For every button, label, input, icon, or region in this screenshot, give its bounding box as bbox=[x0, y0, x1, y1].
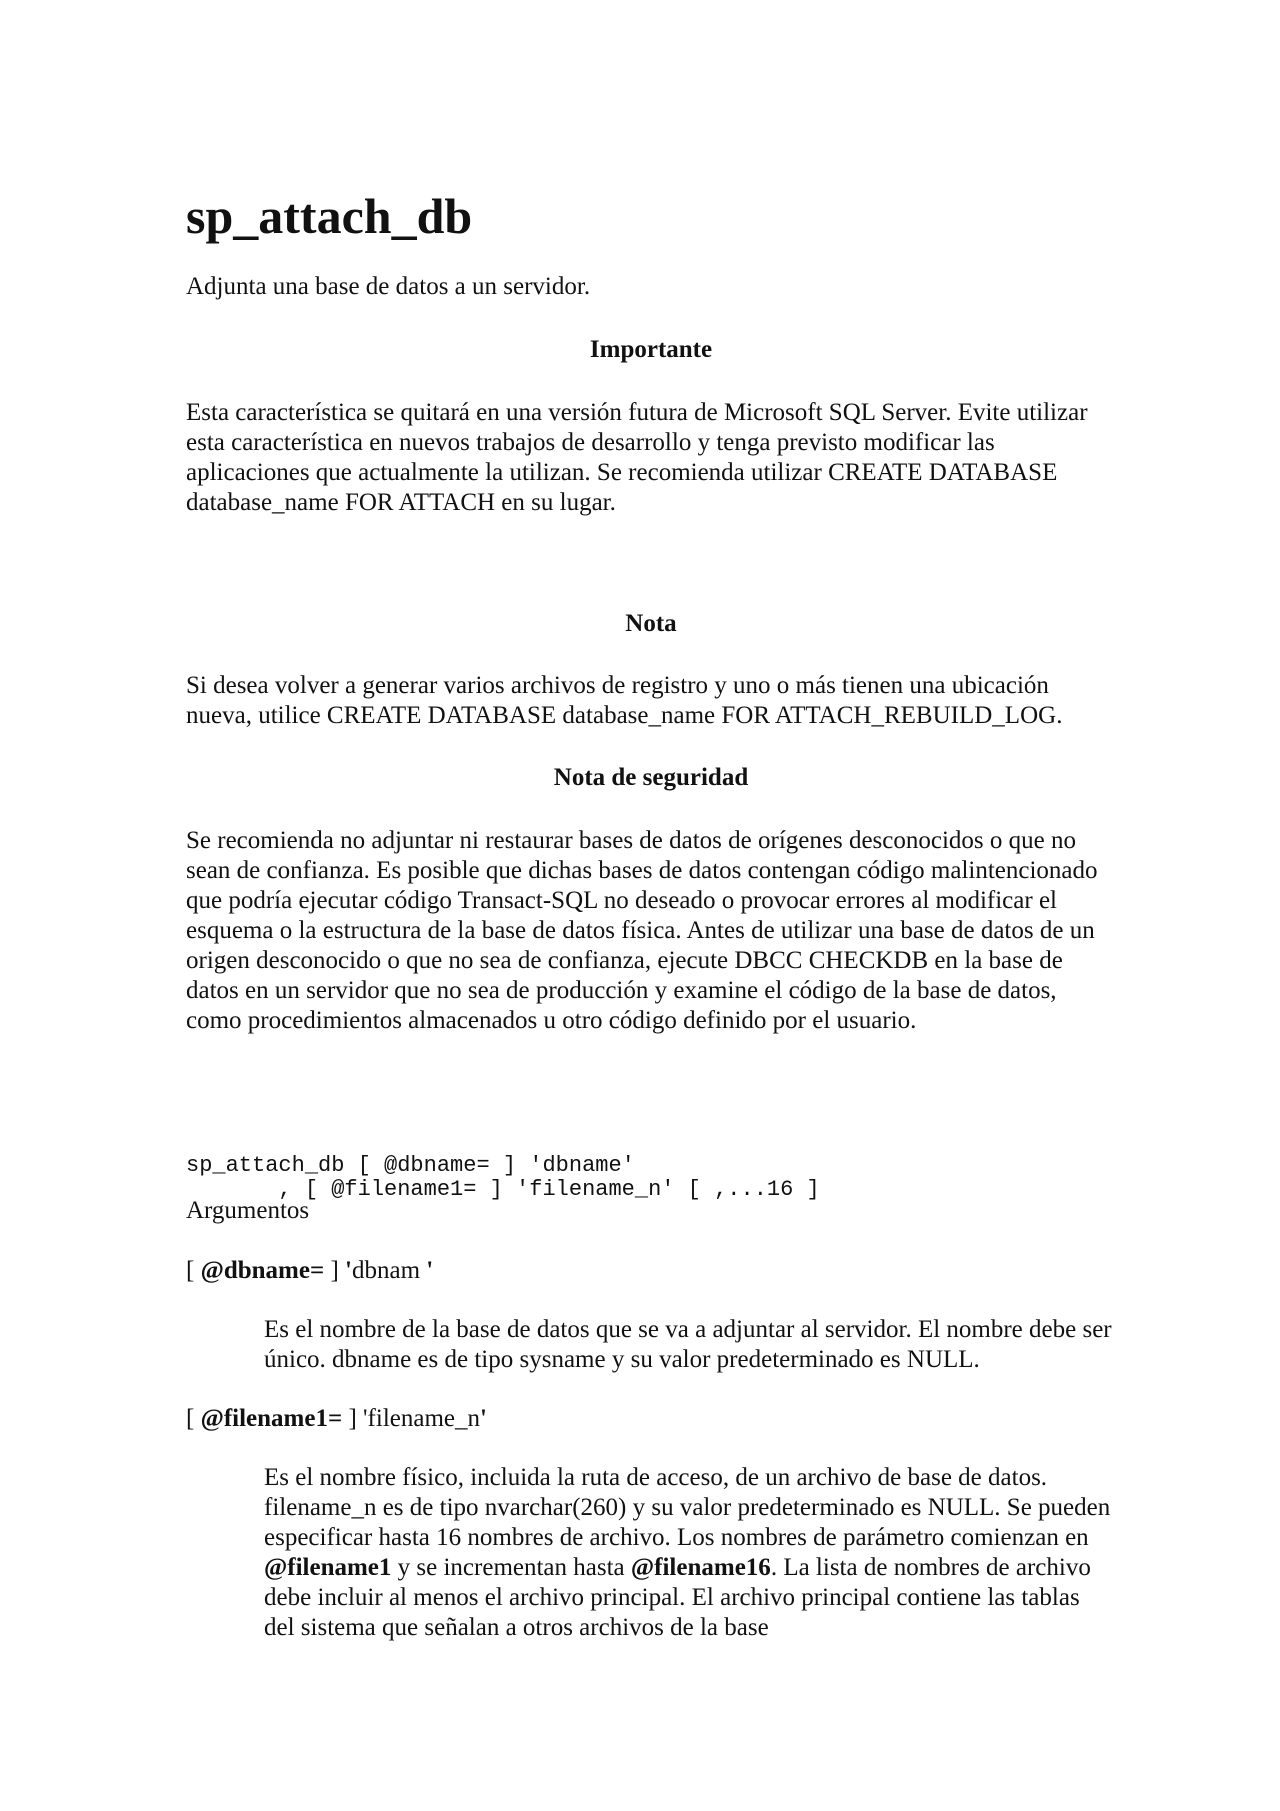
param-value: dbnam bbox=[352, 1257, 421, 1284]
page-title: sp_attach_db bbox=[186, 188, 473, 244]
syntax-line: , [ @filename1= ] 'filename_n' [ ,...16 ] bbox=[186, 1177, 820, 1202]
param-name: @dbname= bbox=[200, 1257, 325, 1284]
security-note-text: Se recomienda no adjuntar ni restaurar bases de datos de orígenes desconocidos o que no sean de confianza. Es posible que dichas bases de datos contengan código malintencionado que podría ejecutar código Transact-SQL no deseado o provocar errores al modificar el esquema o la estructura de la base de datos física. Antes de utilizar una base de datos de un origen desconocido o que no sea de confianza, ejecute DBCC CHECKDB en la base de datos en un servidor que no sea de producción y examine el código de la base de datos, como procedimientos almacenados u otro código definido por el usuario. bbox=[186, 827, 1098, 1034]
syntax-line: sp_attach_db [ @dbname= ] 'dbname' bbox=[186, 1153, 635, 1178]
arguments-heading: Argumentos bbox=[186, 1197, 310, 1224]
argument-dbname-description: Es el nombre de la base de datos que se va a adjuntar al servidor. El nombre debe ser único. dbname es de tipo sysname y su valor predeterminado es NULL. bbox=[264, 1316, 1112, 1373]
argument-filename-description: Es el nombre físico, incluida la ruta de acceso, de un archivo de base de datos. filename_n es de tipo nvarchar(260) y su valor predeterminado es NULL. Se pueden especificar hasta 16 nombres de archivo. Los nombres de parámetro comienzan en @filename1 y se incrementan hasta @filename16. La lista de nombres de archivo debe incluir al menos el archivo principal. El archivo principal contiene las tablas del sistema que señalan a otros archivos de la base bbox=[264, 1464, 1111, 1641]
important-heading: Importante bbox=[589, 336, 713, 363]
page-subtitle: Adjunta una base de datos a un servidor. bbox=[186, 273, 591, 300]
param-value: 'filename_n bbox=[363, 1405, 481, 1432]
argument-dbname-label: [ @dbname= ] 'dbnam ' bbox=[186, 1257, 434, 1284]
security-note-heading: Nota de seguridad bbox=[553, 764, 749, 791]
important-text: Esta característica se quitará en una versión futura de Microsoft SQL Server. Evite utilizar esta característica en nuevos trabajos de desarrollo y tenga previsto modificar las aplicaciones que actualmente la utilizan. Se recomienda utilizar CREATE DATABASE database_name FOR ATTACH en su lugar. bbox=[186, 399, 1088, 516]
note-heading: Nota bbox=[625, 610, 677, 637]
param-name: @filename1= bbox=[200, 1405, 343, 1432]
note-text: Si desea volver a generar varios archivos de registro y uno o más tienen una ubicación nueva, utilice CREATE DATABASE database_name FOR ATTACH_REBUILD_LOG. bbox=[186, 672, 1063, 729]
argument-filename-label: [ @filename1= ] 'filename_n' bbox=[186, 1405, 487, 1432]
syntax-block bbox=[186, 1154, 820, 1202]
